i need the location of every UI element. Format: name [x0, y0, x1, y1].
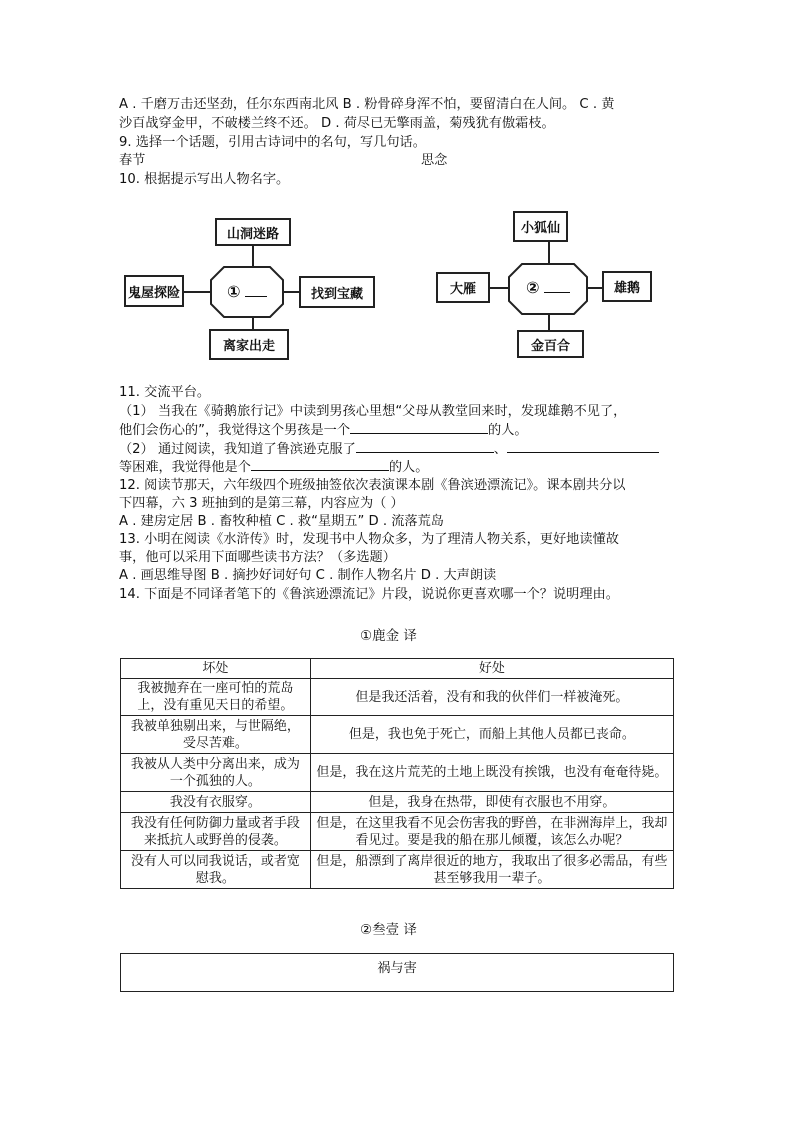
cell-bad: 没有人可以同我说话，或者宽慰我。 — [121, 851, 311, 889]
translator-caption-1: ①鹿金 译 — [360, 628, 417, 644]
q9-topic-missing: 思念 — [421, 153, 448, 168]
box-haunted-house: 鬼屋探险 — [124, 275, 184, 307]
q13-line1: 13. 小明在阅读《水浒传》时，发现书中人物众多，为了理清人物关系，更好地读懂故 — [119, 532, 619, 547]
table-row — [121, 851, 674, 889]
cell-bad: 我被单独剔出来，与世隔绝，受尽苦难。 — [121, 716, 311, 754]
cell-bad: 我没有任何防御力量或者手段来抵抗人或野兽的侵袭。 — [121, 813, 311, 851]
q11-part1-line2: 他们会伤心的”，我觉得这个男孩是一个 的人。 — [119, 423, 528, 438]
translation-2-box — [120, 953, 674, 992]
q9-topic-spring: 春节 — [119, 153, 146, 168]
answer-blank-3[interactable] — [507, 440, 659, 453]
q10-question: 10. 根据提示写出人物名字。 — [119, 172, 290, 187]
q8-options-line1: A . 千磨万击还坚劲，任尔东西南北风 B . 粉骨碎身浑不怕，要留清白在人间。 C . 黄 — [119, 97, 615, 112]
q8-options-line2: 沙百战穿金甲，不破楼兰终不还。 D . 荷尽已无擎雨盖，菊残犹有傲霜枝。 — [119, 116, 555, 131]
q14-question: 14. 下面是不同译者笔下的《鲁滨逊漂流记》片段，说说你更喜欢哪一个？说明理由。 — [119, 587, 619, 602]
box-find-treasure: 找到宝藏 — [299, 276, 375, 308]
cell-good: 但是，船漂到了离岸很近的地方，我取出了很多必需品，有些甚至够我用一辈子。 — [310, 851, 673, 889]
header-advantage: 好处 — [310, 659, 673, 679]
cell-bad: 我被从人类中分离出来，成为一个孤独的人。 — [121, 754, 311, 792]
cell-good: 但是，我在这片荒芜的土地上既没有挨饿，也没有奄奄待毙。 — [310, 754, 673, 792]
box-wild-goose: 大雁 — [436, 272, 490, 303]
q13-options: A . 画思维导图 B . 摘抄好词好句 C . 制作人物名片 D . 大声朗读 — [119, 568, 497, 583]
header-disadvantage: 坏处 — [121, 659, 311, 679]
q13-line2: 事，他可以采用下面哪些读书方法？（多选题） — [119, 550, 396, 565]
q11-part1-line1: （1） 当我在《骑鹅旅行记》中读到男孩心里想“父母从教堂回来时，发现雄鹅不见了， — [119, 404, 627, 419]
q11-part2-line2: 等困难，我觉得他是个 的人。 — [119, 460, 429, 475]
table-row — [121, 792, 674, 813]
cell-good: 但是，我身在热带，即使有衣服也不用穿。 — [310, 792, 673, 813]
cell-good: 但是，在这里我看不见会伤害我的野兽，在非洲海岸上，我却看见过。要是我的船在那儿倾覆，该怎么办呢？ — [310, 813, 673, 851]
center-label-2: ② — [526, 278, 570, 297]
box-little-fox: 小狐仙 — [513, 211, 568, 242]
q12-line2: 下四幕，六 3 班抽到的是第三幕，内容应为（ ） — [119, 496, 404, 511]
table-header-row — [121, 659, 674, 679]
answer-blank-2[interactable] — [356, 440, 494, 453]
cell-bad: 我没有衣服穿。 — [121, 792, 311, 813]
cell-good: 但是我还活着，没有和我的伙伴们一样被淹死。 — [310, 679, 673, 716]
q11-part2-line1: （2） 通过阅读，我知道了鲁滨逊克服了 、 — [119, 440, 659, 459]
box-golden-lily: 金百合 — [517, 330, 584, 358]
table-row — [121, 679, 674, 716]
table-row — [121, 813, 674, 851]
box-gander: 雄鹅 — [602, 271, 652, 302]
center-label-1: ① — [227, 282, 267, 301]
cell-bad: 我被抛弃在一座可怕的荒岛上，没有重见天日的希望。 — [121, 679, 311, 716]
comparison-table — [120, 658, 674, 889]
answer-blank-4[interactable] — [251, 458, 389, 471]
answer-blank-1[interactable] — [350, 421, 488, 434]
q12-options: A . 建房定居 B . 畜牧种植 C . 救“星期五” D . 流落荒岛 — [119, 514, 444, 529]
q11-title: 11. 交流平台。 — [119, 385, 211, 400]
table-row — [121, 716, 674, 754]
q12-line1: 12. 阅读节那天，六年级四个班级抽签依次表演课本剧《鲁滨逊漂流记》。课本剧共分以 — [119, 478, 626, 493]
translation-2-title: 祸与害 — [377, 961, 417, 976]
box-run-away: 离家出走 — [209, 329, 289, 360]
table-row — [121, 754, 674, 792]
translator-caption-2: ②叁壹 译 — [360, 922, 417, 938]
q9-question: 9. 选择一个话题，引用古诗词中的名句，写几句话。 — [119, 135, 426, 150]
cell-good: 但是，我也免于死亡，而船上其他人员都已丧命。 — [310, 716, 673, 754]
box-cave-lost: 山洞迷路 — [215, 218, 291, 246]
